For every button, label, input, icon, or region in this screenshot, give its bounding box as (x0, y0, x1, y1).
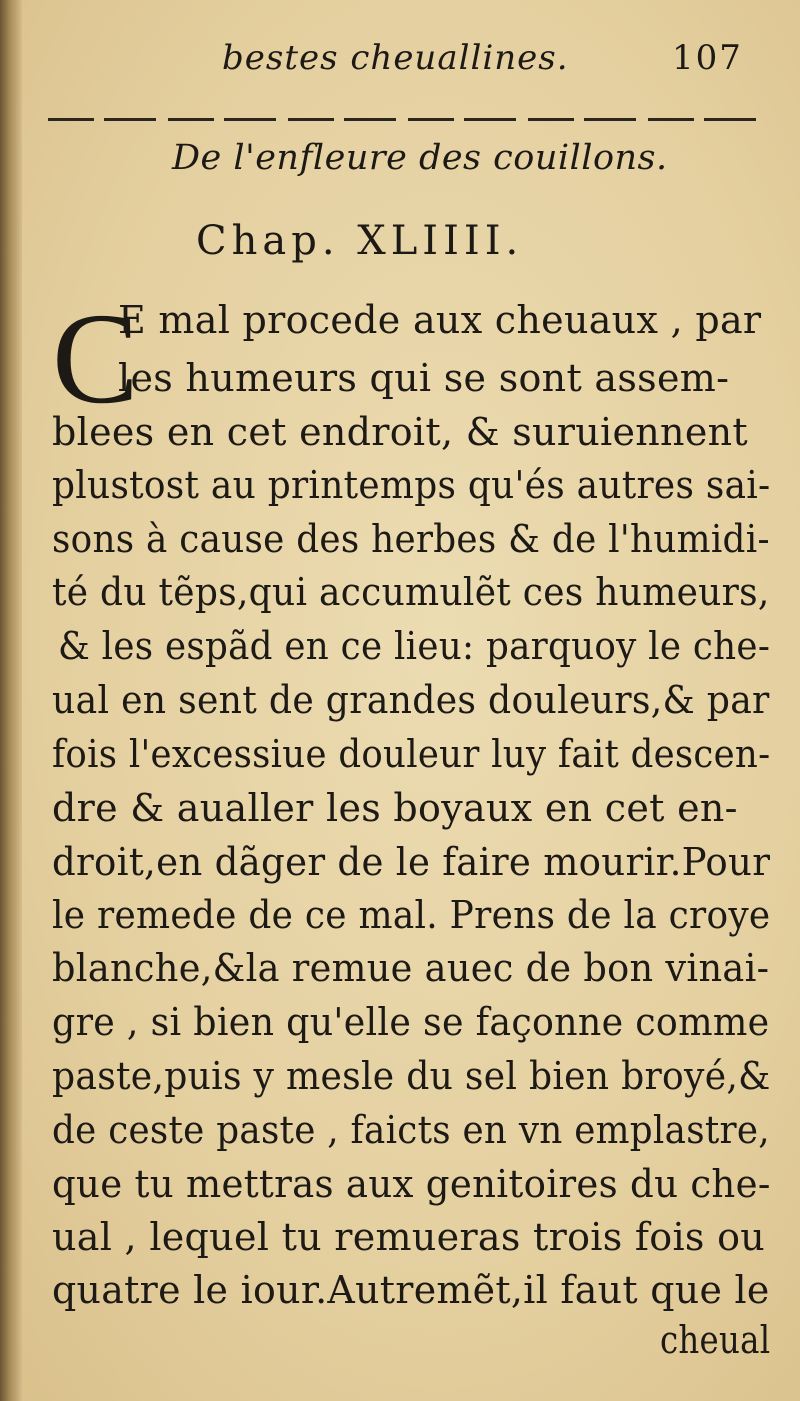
text-line: les humeurs qui se sont assem- (118, 356, 730, 400)
text-line: blanche,&la remue auec de bon vinai- (52, 946, 770, 990)
text-line: E mal procede aux cheuaux , par (118, 298, 762, 342)
text-line: gre , si bien qu'elle se façonne comme (52, 1000, 770, 1044)
header-rule (48, 118, 764, 121)
catchword: cheual (660, 1318, 771, 1362)
text-line: té du tẽps,qui accumulẽt ces humeurs, (52, 570, 770, 614)
text-line: le remede de ce mal. Prens de la croye (52, 893, 771, 937)
text-line: sons à cause des herbes & de l'humidi- (52, 517, 770, 561)
chapter-heading (196, 218, 523, 264)
text-line: ual , lequel tu remueras trois fois ou (52, 1215, 766, 1259)
running-head: bestes cheuallines. (222, 38, 569, 78)
chapter-number: XLIIII. (357, 218, 524, 264)
text-line: blees en cet endroit, & suruiennent (52, 410, 748, 454)
text-line: fois l'excessiue douleur luy fait descen- (52, 732, 771, 776)
text-line: ual en sent de grandes douleurs,& par (52, 678, 770, 722)
text-line: quatre le iour.Autremẽt,il faut que le (52, 1268, 770, 1312)
text-line: dre & aualler les boyaux en cet en- (52, 786, 738, 830)
binding-gutter (0, 0, 22, 1401)
chapter-label: Chap. (196, 218, 340, 264)
text-line: plustost au printemps qu'és autres sai- (52, 463, 771, 507)
drop-cap: C (52, 287, 139, 431)
text-line: de ceste paste , faicts en vn emplastre, (52, 1108, 770, 1152)
section-title: De l'enfleure des couillons. (172, 138, 668, 178)
text-line: que tu mettras aux genitoires du che- (52, 1162, 771, 1206)
text-line: paste,puis y mesle du sel bien broyé,& (52, 1054, 771, 1098)
page-number: 107 (672, 38, 743, 78)
text-line: & les espãd en ce lieu: parquoy le che- (58, 624, 771, 668)
text-line: droit,en dãger de le faire mourir.Pour (52, 840, 771, 884)
